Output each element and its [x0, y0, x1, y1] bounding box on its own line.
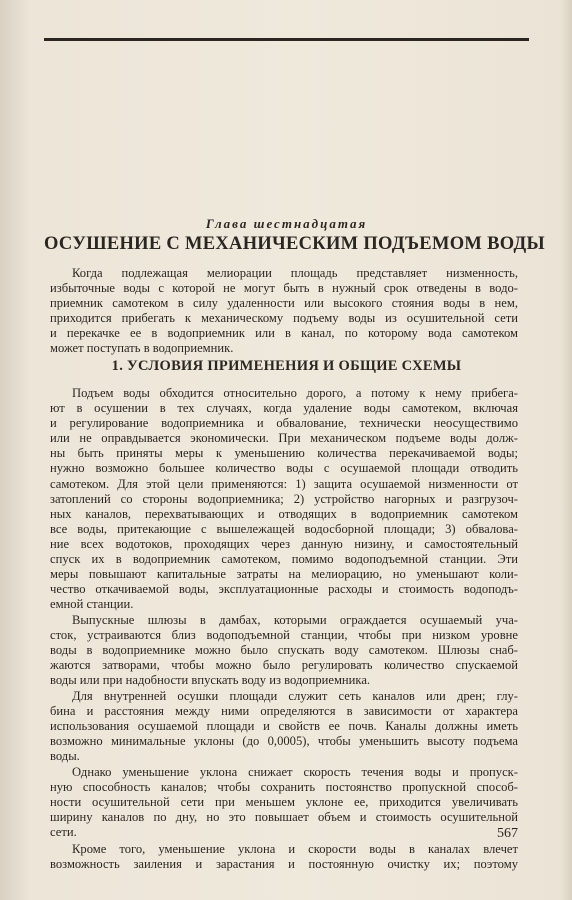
- text-line: нужно возможно большее количество воды с осушаемой площади отводить: [50, 461, 518, 476]
- text-line: воды.: [50, 749, 80, 764]
- text-line: ние всех водотоков, проходящих через данную низину, и самостоятельный: [50, 536, 518, 551]
- text-line: ширину каналов по дну, но это повышает объем и стоимость осушительной: [50, 810, 518, 825]
- text-line: ны быть приняты меры к уменьшению количества перекачиваемой воды;: [50, 446, 518, 461]
- section-title: 1. УСЛОВИЯ ПРИМЕНЕНИЯ И ОБЩИЕ СХЕМЫ: [111, 358, 462, 374]
- text-line: воды или при надобности впускать воду из водоприемника.: [50, 673, 371, 688]
- text-line: приемник самотеком в силу удаленности или высокого стояния воды в нем,: [50, 296, 518, 311]
- text-line: возможность заиления и зарастания и постоянную очистку их; поэтому: [50, 857, 518, 872]
- page-number: 567: [497, 826, 518, 841]
- text-line: меры повышают капитальные затраты на мелиорацию, но уменьшают коли-: [50, 567, 518, 582]
- paragraph-5: [50, 842, 518, 872]
- text-line: воды в водоприемнике можно было спускать воду самотеком. Шлюзы снаб-: [50, 643, 518, 658]
- text-line: Выпускные шлюзы в дамбах, которыми ограждается осушаемый уча-: [72, 613, 518, 627]
- text-line: Для внутренней осушки площади служит сеть каналов или дрен; глу-: [72, 689, 518, 703]
- text-line: Кроме того, уменьшение уклона и скорости воды в каналах влечет: [72, 842, 518, 856]
- text-line: емной станции.: [50, 597, 134, 612]
- header-rule: [44, 38, 529, 41]
- text-line: может поступать в водоприемник.: [50, 341, 234, 356]
- text-line: ных каналов, перехватывающих и отводящих в водоприемник самотеком: [50, 506, 518, 521]
- text-line: спуск их в водоприемник самотеком, помимо водоподъемной станции. Эти: [50, 552, 518, 567]
- text-line: ют в осушении в тех случаях, когда удаление воды самотеком, включая: [50, 401, 518, 416]
- text-line: Подъем воды обходится относительно дорого, а потому к нему прибега-: [72, 386, 518, 400]
- text-line: самотеком. Для этой цели применяются: 1) защита осушаемой низменности от: [50, 476, 518, 491]
- text-line: ности осушительной сети при меньшем уклоне ее, приходится увеличивать: [50, 795, 518, 810]
- chapter-title: ОСУШЕНИЕ С МЕХАНИЧЕСКИМ ПОДЪЕМОМ ВОДЫ: [44, 234, 545, 254]
- text-line: и регулирование водоприемника и обвалование, технически неосуществимо: [50, 416, 518, 431]
- paragraph-2: [50, 613, 518, 688]
- text-line: Однако уменьшение уклона снижает скорость течения воды и пропуск-: [72, 765, 518, 779]
- paragraph-4: [50, 765, 518, 840]
- text-line: и перекачке ее в водоприемник или в канал, по которому вода самотеком: [50, 326, 518, 341]
- text-line: затоплений со стороны водоприемника; 2) устройство нагорных и разгрузоч-: [50, 491, 518, 506]
- paragraph-3: [50, 689, 518, 764]
- text-line: использования осушаемой площади и свойств ее почв. Каналы должны иметь: [50, 719, 518, 734]
- text-line: бина и расстояния между ними определяются в зависимости от характера: [50, 704, 518, 719]
- chapter-label: Глава шестнадцатая: [205, 216, 368, 231]
- text-line: ную способность каналов; чтобы сохранить постоянство пропускной способ-: [50, 780, 518, 795]
- paragraph-1: [50, 386, 518, 612]
- intro-paragraph: [50, 266, 518, 357]
- text-line: возможно минимальные уклоны (до 0,0005), чтобы уменьшить высоту подъема: [50, 734, 518, 749]
- text-line: все воды, притекающие с вышележащей водосборной площади; 3) обвалова-: [50, 521, 518, 536]
- text-line: жаются затворами, чтобы можно было регулировать количество спускаемой: [50, 658, 518, 673]
- text-line: избыточные воды с которой не могут быть в нужный срок отведены в водо-: [50, 281, 518, 296]
- text-line: или не оправдывается экономически. При механическом подъеме воды долж-: [50, 431, 518, 446]
- text-line: Когда подлежащая мелиорации площадь представляет низменность,: [72, 266, 518, 280]
- text-line: приходится прибегать к механическому подъему воды из осушительной сети: [50, 311, 518, 326]
- text-line: сток, устраиваются близ водоподъемной станции, чтобы при низком уровне: [50, 628, 518, 643]
- text-line: чество откачиваемой воды, эксплуатационные расходы и стоимость водоподъ-: [50, 582, 518, 597]
- text-line: сети.: [50, 825, 77, 840]
